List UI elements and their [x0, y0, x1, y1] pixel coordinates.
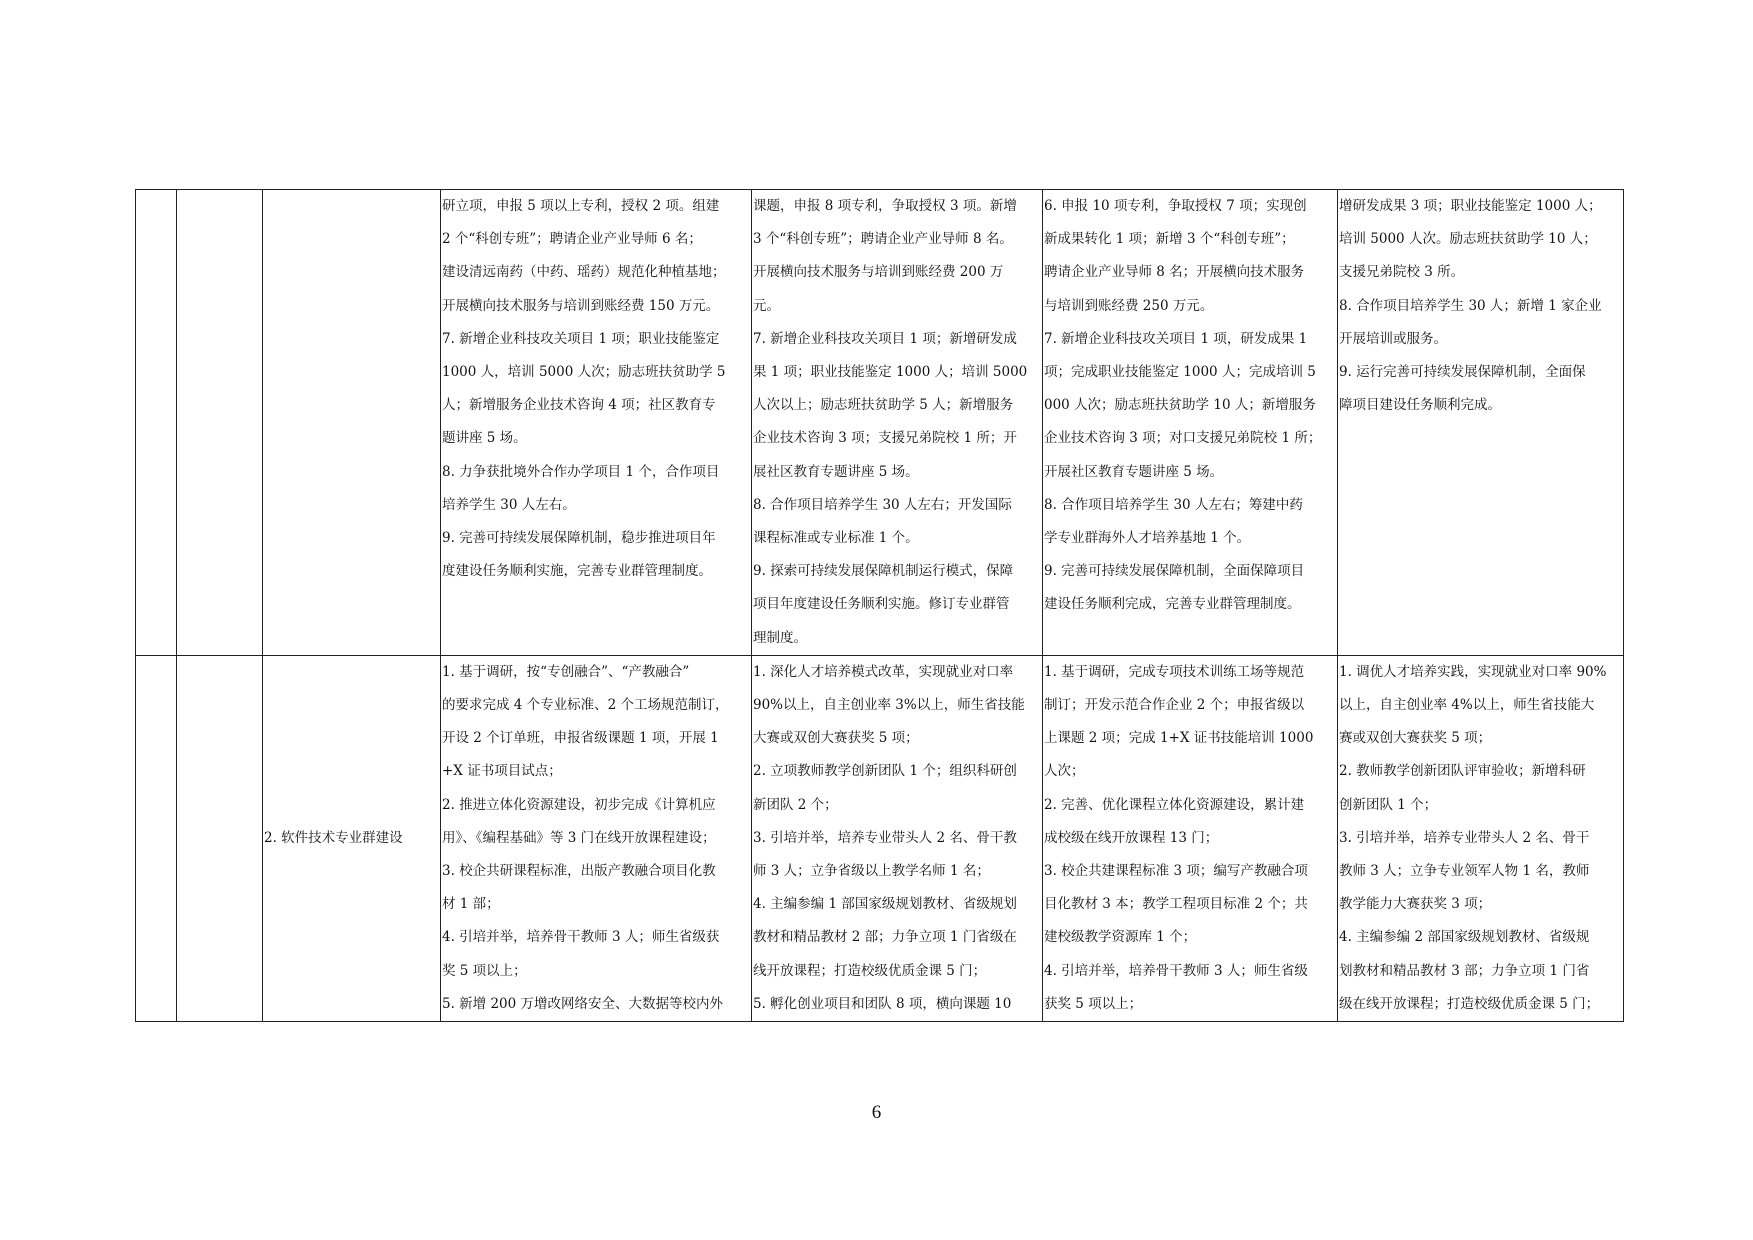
text-line: 级在线开放课程；打造校级优质金课 5 门；: [1339, 995, 1600, 1012]
text-line: 1. 深化人才培养模式改革，实现就业对口率: [753, 663, 1014, 680]
text-line: 9. 运行完善可持续发展保障机制，全面保: [1339, 364, 1586, 381]
text-line: 成校级在线开放课程 13 门；: [1044, 829, 1219, 846]
text-line: 教材和精品教材 2 部；力争立项 1 门省级在: [753, 929, 1017, 946]
text-line: 3. 引培并举，培养专业带头人 2 名、骨干: [1339, 829, 1590, 846]
text-line: 创新团队 1 个；: [1339, 796, 1438, 813]
text-line: 9. 完善可持续发展保障机制，稳步推进项目年: [442, 530, 716, 547]
text-line: 开设 2 个订单班，申报省级课题 1 项，开展 1: [442, 730, 719, 747]
project-name-cell: 2. 软件技术专业群建设: [263, 655, 441, 1021]
text-line: 9. 探索可持续发展保障机制运行模式，保障: [753, 563, 1014, 580]
text-line: +X 证书项目试点；: [442, 763, 562, 780]
text-line: 材 1 部；: [442, 896, 500, 913]
blank-cell: [177, 190, 263, 656]
text-line: 3. 引培并举，培养专业带头人 2 名、骨干教: [753, 829, 1017, 846]
text-line: 3. 校企共研课程标准，出版产教融合项目化教: [442, 863, 716, 880]
text-line: 企业技术咨询 3 项；对口支援兄弟院校 1 所；: [1044, 430, 1322, 447]
text-line: 教学能力大赛获奖 3 项；: [1339, 896, 1492, 913]
text-line: 奖 5 项以上；: [442, 962, 527, 979]
text-line: 开展培训或服务。: [1339, 330, 1447, 347]
plan-cell-year-1: [441, 190, 752, 656]
text-line: 的要求完成 4 个专业标准、2 个工场规范制订，: [442, 697, 729, 714]
text-line: 聘请企业产业导师 8 名；开展横向技术服务: [1044, 264, 1305, 281]
text-line: 新团队 2 个；: [753, 796, 838, 813]
text-line: 2. 教师教学创新团队评审验收；新增科研: [1339, 763, 1586, 780]
text-line: 理制度。: [753, 629, 807, 646]
text-line: 5. 孵化创业项目和团队 8 项，横向课题 10: [753, 995, 1012, 1012]
text-line: 课题，申报 8 项专利，争取授权 3 项。新增: [753, 198, 1017, 214]
text-line: 用》、《编程基础》等 3 门在线开放课程建设；: [442, 829, 716, 846]
text-line: 建校级教学资源库 1 个；: [1044, 929, 1197, 946]
text-line: 支援兄弟院校 3 所。: [1339, 264, 1465, 281]
text-line: 3 个“科创专班”；聘请企业产业导师 8 名。: [753, 231, 1013, 248]
text-line: 师 3 人；立争省级以上教学名师 1 名；: [753, 863, 990, 880]
text-line: 展社区教育专题讲座 5 场。: [753, 463, 919, 480]
text-line: 8. 合作项目培养学生 30 人左右；开发国际: [753, 496, 1012, 513]
text-line: 项目年度建设任务顺利实施。修订专业群管: [753, 596, 1010, 613]
blank-cell: [136, 190, 177, 656]
text-line: 建设任务顺利完成，完善专业群管理制度。: [1044, 596, 1301, 613]
text-line: 课程标准或专业标准 1 个。: [753, 530, 919, 547]
text-line: 目化教材 3 本；教学工程项目标准 2 个；共: [1044, 896, 1308, 913]
text-line: 以上，自主创业率 4%以上，师生省技能大: [1339, 697, 1595, 714]
text-line: 4. 主编参编 1 部国家级规划教材、省级规划: [753, 896, 1017, 913]
plan-cell-year-3: [1043, 655, 1338, 1021]
text-line: 8. 力争获批境外合作办学项目 1 个，合作项目: [442, 463, 720, 480]
text-line: 2 个“科创专班”；聘请企业产业导师 6 名；: [442, 231, 702, 248]
text-line: 教师 3 人；立争专业领军人物 1 名，教师: [1339, 863, 1590, 880]
text-line: 开展横向技术服务与培训到账经费 150 万元。: [442, 297, 720, 314]
text-line: 人次以上；励志班扶贫助学 5 人；新增服务: [753, 397, 1014, 414]
text-line: 项；完成职业技能鉴定 1000 人；完成培训 5: [1044, 364, 1316, 381]
text-line: 新成果转化 1 项；新增 3 个“科创专班”；: [1044, 231, 1295, 248]
text-line: 2. 推进立体化资源建设，初步完成《计算机应: [442, 796, 716, 813]
blank-cell: [177, 655, 263, 1021]
text-line: 1. 基于调研，完成专项技术训练工场等规范: [1044, 663, 1305, 680]
text-line: 度建设任务顺利实施，完善专业群管理制度。: [442, 563, 712, 580]
text-line: 题讲座 5 场。: [442, 430, 527, 447]
text-line: 培训 5000 人次。励志班扶贫助学 10 人；: [1339, 231, 1597, 248]
plan-cell-year-3: [1043, 190, 1338, 656]
text-line: 开展社区教育专题讲座 5 场。: [1044, 463, 1224, 480]
text-line: 开展横向技术服务与培训到账经费 200 万: [753, 264, 1004, 281]
table-row: [136, 190, 1624, 656]
text-line: 6. 申报 10 项专利，争取授权 7 项；实现创: [1044, 198, 1307, 214]
plan-cell-year-2: [752, 190, 1043, 656]
text-line: 赛或双创大赛获奖 5 项；: [1339, 730, 1492, 747]
text-line: 获奖 5 项以上；: [1044, 995, 1143, 1012]
table-row: [136, 655, 1624, 1021]
text-line: 9. 完善可持续发展保障机制，全面保障项目: [1044, 563, 1305, 580]
text-line: 8. 合作项目培养学生 30 人；新增 1 家企业: [1339, 297, 1602, 314]
text-line: 8. 合作项目培养学生 30 人左右；筹建中药: [1044, 496, 1303, 513]
text-line: 制订；开发示范合作企业 2 个；申报省级以: [1044, 697, 1305, 714]
text-line: 7. 新增企业科技攻关项目 1 项，研发成果 1: [1044, 330, 1308, 347]
text-line: 大赛或双创大赛获奖 5 项；: [753, 730, 919, 747]
text-line: 上课题 2 项；完成 1+X 证书技能培训 1000: [1044, 730, 1314, 747]
text-line: 4. 引培并举，培养骨干教师 3 人；师生省级: [1044, 962, 1308, 979]
text-line: 线开放课程；打造校级优质金课 5 门；: [753, 962, 987, 979]
text-line: 划教材和精品教材 3 部；力争立项 1 门省: [1339, 962, 1590, 979]
text-line: 学专业群海外人才培养基地 1 个。: [1044, 530, 1251, 547]
text-line: 000 人次；励志班扶贫助学 10 人；新增服务: [1044, 397, 1316, 414]
text-line: 7. 新增企业科技攻关项目 1 项；职业技能鉴定: [442, 330, 720, 347]
text-line: 7. 新增企业科技攻关项目 1 项；新增研发成: [753, 330, 1017, 347]
text-line: 元。: [753, 297, 780, 314]
text-line: 增研发成果 3 项；职业技能鉴定 1000 人；: [1339, 198, 1602, 214]
plan-cell-year-4: [1338, 190, 1624, 656]
plan-cell-year-4: [1338, 655, 1624, 1021]
plan-cell-year-2: [752, 655, 1043, 1021]
text-line: 研立项，申报 5 项以上专利，授权 2 项。组建: [442, 198, 720, 214]
plan-cell-year-1: [441, 655, 752, 1021]
blank-cell: [136, 655, 177, 1021]
text-line: 2. 立项教师教学创新团队 1 个；组织科研创: [753, 763, 1017, 780]
text-line: 障项目建设任务顺利完成。: [1339, 397, 1501, 414]
text-line: 1. 调优人才培养实践，实现就业对口率 90%: [1339, 663, 1607, 680]
text-line: 人；新增服务企业技术咨询 4 项；社区教育专: [442, 397, 716, 414]
text-line: 4. 引培并举，培养骨干教师 3 人；师生省级获: [442, 929, 720, 946]
text-line: 企业技术咨询 3 项；支援兄弟院校 1 所；开: [753, 430, 1017, 447]
text-line: 培养学生 30 人左右。: [442, 496, 576, 513]
text-line: 5. 新增 200 万增改网络安全、大数据等校内外: [442, 995, 724, 1012]
text-line: 与培训到账经费 250 万元。: [1044, 297, 1214, 314]
text-line: 4. 主编参编 2 部国家级规划教材、省级规: [1339, 929, 1590, 946]
text-line: 1000 人，培训 5000 人次；励志班扶贫助学 5: [442, 364, 726, 381]
text-line: 人次；: [1044, 763, 1085, 780]
construction-plan-table: [135, 189, 1624, 1022]
text-line: 建设清远南药（中药、瑶药）规范化种植基地；: [442, 264, 726, 281]
text-line: 果 1 项；职业技能鉴定 1000 人；培训 5000: [753, 364, 1028, 381]
project-name-cell: [263, 190, 441, 656]
text-line: 3. 校企共建课程标准 3 项；编写产教融合项: [1044, 863, 1308, 880]
text-line: 1. 基于调研，按“专创融合”、“产教融合”: [442, 663, 690, 680]
page-number: 6: [871, 1102, 882, 1123]
text-line: 90%以上，自主创业率 3%以上，师生省技能: [753, 697, 1025, 714]
text-line: 2. 完善、优化课程立体化资源建设，累计建: [1044, 796, 1305, 813]
